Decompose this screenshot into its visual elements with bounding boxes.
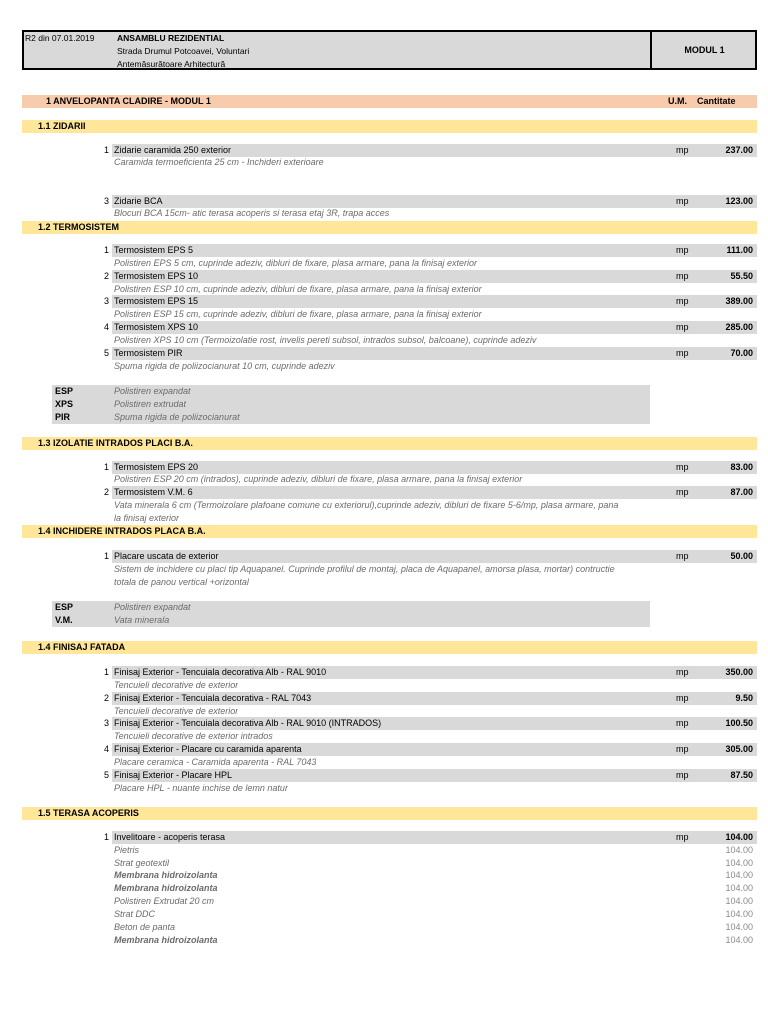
- item-name: Zidarie caramida 250 exterior: [114, 145, 232, 155]
- um-column-header: U.M.: [668, 96, 687, 106]
- layer-name: Strat DDC: [114, 909, 156, 919]
- item-um: mp: [676, 196, 689, 206]
- item-um: mp: [676, 693, 689, 703]
- item-row: [112, 270, 757, 283]
- legend-text: Polistiren extrudat: [114, 399, 187, 409]
- item-number: 3: [104, 718, 110, 728]
- layer-name: Beton de panta: [114, 922, 176, 932]
- subsection-title: 1.1 ZIDARII: [38, 121, 86, 131]
- quantity-column-header: Cantitate: [697, 96, 736, 106]
- item-row: [112, 486, 757, 499]
- legend-abbr: ESP: [55, 602, 74, 612]
- item-row: [112, 295, 757, 308]
- layer-quantity: 104.00: [725, 858, 753, 868]
- subsection-header-1-1: [22, 120, 757, 133]
- item-number: 3: [104, 296, 110, 306]
- item-um: mp: [676, 487, 689, 497]
- item-name: Termosistem EPS 15: [114, 296, 199, 306]
- layer-name: Polistiren Extrudat 20 cm: [114, 896, 215, 906]
- item-quantity: 285.00: [725, 322, 753, 332]
- item-description: Placare ceramica - Caramida aparenta - RAL 7043: [114, 757, 317, 767]
- subsection-header-1-2: [22, 221, 757, 234]
- item-description: Polistiren ESP 15 cm, cuprinde adeziv, dibluri de fixare, plasa armare, pana la finisaj exterior: [114, 309, 482, 319]
- item-quantity: 83.00: [730, 462, 753, 472]
- layer-name: Strat geotextil: [114, 858, 170, 868]
- item-name: Termosistem EPS 20: [114, 462, 199, 472]
- item-number: 3: [104, 196, 110, 206]
- item-number: 1: [104, 462, 110, 472]
- item-number: 1: [104, 245, 110, 255]
- item-name: Finisaj Exterior - Placare cu caramida aparenta: [114, 744, 302, 754]
- legend-text: Spuma rigida de poliizocianurat: [114, 412, 240, 422]
- item-quantity: 104.00: [725, 832, 753, 842]
- item-name: Zidarie BCA: [114, 196, 163, 206]
- item-quantity: 100.50: [725, 718, 753, 728]
- item-description: Polistiren ESP 20 cm (intrados), cuprinde adeziv, dibluri de fixare, plasa armare, pana la finisaj exterior: [114, 474, 523, 484]
- item-name: Termosistem PIR: [114, 348, 183, 358]
- section-header-1: [22, 95, 757, 108]
- item-name: Finisaj Exterior - Placare HPL: [114, 770, 233, 780]
- item-um: mp: [676, 832, 689, 842]
- item-description: Placare HPL - nuante inchise de lemn natur: [114, 783, 288, 793]
- item-name: Finisaj Exterior - Tencuiala decorativa Alb - RAL 9010 (INTRADOS): [114, 718, 382, 728]
- legend-text: Vata minerala: [114, 615, 170, 625]
- item-description-cont: la finisaj exterior: [114, 513, 180, 523]
- item-description: Polistiren ESP 10 cm, cuprinde adeziv, dibluri de fixare, plasa armare, pana la finisaj exterior: [114, 284, 482, 294]
- item-quantity: 87.50: [730, 770, 753, 780]
- document-type: Antemăsurătoare Arhitectură: [117, 59, 226, 69]
- item-um: mp: [676, 348, 689, 358]
- subsection-title: 1.3 IZOLATIE INTRADOS PLACI B.A.: [38, 438, 193, 448]
- subsection-title: 1.4 FINISAJ FATADA: [38, 642, 126, 652]
- item-number: 4: [104, 744, 110, 754]
- item-name: Termosistem EPS 10: [114, 271, 199, 281]
- item-quantity: 70.00: [730, 348, 753, 358]
- item-um: mp: [676, 718, 689, 728]
- revision-label: R2 din 07.01.2019: [25, 33, 95, 43]
- item-name: Invelitoare - acoperis terasa: [114, 832, 226, 842]
- item-quantity: 9.50: [735, 693, 753, 703]
- module-label: MODUL 1: [684, 45, 725, 55]
- layer-quantity: 104.00: [725, 870, 753, 880]
- item-number: 1: [104, 832, 110, 842]
- layer-name: Membrana hidroizolanta: [114, 935, 218, 945]
- item-description: Tencuieli decorative de exterior intrados: [114, 731, 273, 741]
- item-um: mp: [676, 551, 689, 561]
- layer-quantity: 104.00: [725, 922, 753, 932]
- item-description: Polistiren EPS 5 cm, cuprinde adeziv, dibluri de fixare, plasa armare, pana la finisaj exterior: [114, 258, 478, 268]
- item-name: Termosistem XPS 10: [114, 322, 199, 332]
- layer-name: Membrana hidroizolanta: [114, 870, 218, 880]
- section-title: 1 ANVELOPANTA CLADIRE - MODUL 1: [46, 96, 211, 106]
- item-number: 5: [104, 348, 110, 358]
- subsection-title: 1.5 TERASA ACOPERIS: [38, 808, 139, 818]
- item-description-cont: totala de panou vertical +orizontal: [114, 577, 249, 587]
- subsection-title: 1.2 TERMOSISTEM: [38, 222, 120, 232]
- legend-abbr: V.M.: [55, 615, 73, 625]
- layer-name: Membrana hidroizolanta: [114, 883, 218, 893]
- layer-quantity: 104.00: [725, 845, 753, 855]
- layer-quantity: 104.00: [725, 896, 753, 906]
- item-number: 2: [104, 487, 110, 497]
- item-quantity: 350.00: [725, 667, 753, 677]
- project-title: ANSAMBLU REZIDENTIAL: [117, 33, 225, 43]
- subsection-title: 1.4 INCHIDERE INTRADOS PLACA B.A.: [38, 526, 206, 536]
- subsection-header-1-4-finisaj: [22, 641, 757, 654]
- item-quantity: 305.00: [725, 744, 753, 754]
- item-row: [112, 244, 757, 257]
- layer-quantity: 104.00: [725, 883, 753, 893]
- item-number: 1: [104, 667, 110, 677]
- item-um: mp: [676, 770, 689, 780]
- subsection-header-1-4: [22, 525, 757, 538]
- item-description: Vata minerala 6 cm (Termoizolare plafoane comune cu exteriorul),cuprinde adeziv, dibluri de fixare 5-6/mp, plasa armare, pana: [114, 500, 619, 510]
- item-quantity: 123.00: [725, 196, 753, 206]
- item-name: Finisaj Exterior - Tencuiala decorativa - RAL 7043: [114, 693, 312, 703]
- item-number: 1: [104, 551, 110, 561]
- subsection-header-1-5: [22, 807, 757, 820]
- document-header: [22, 30, 757, 70]
- project-address: Strada Drumul Potcoavei, Voluntari: [117, 46, 250, 56]
- item-um: mp: [676, 462, 689, 472]
- item-quantity: 55.50: [730, 271, 753, 281]
- item-um: mp: [676, 271, 689, 281]
- subsection-header-1-3: [22, 437, 757, 450]
- legend-abbr: ESP: [55, 386, 74, 396]
- layer-name: Pietris: [114, 845, 140, 855]
- item-row: [112, 347, 757, 360]
- item-number: 2: [104, 271, 110, 281]
- legend-abbr: PIR: [55, 412, 71, 422]
- legend-text: Polistiren expandat: [114, 386, 191, 396]
- item-description: Polistiren XPS 10 cm (Termoizolatie rost, invelis pereti subsol, intrados subsol, balcoane), cuprinde adeziv: [114, 335, 537, 345]
- item-name: Termosistem EPS 5: [114, 245, 194, 255]
- legend-text: Polistiren expandat: [114, 602, 191, 612]
- item-description: Tencuieli decorative de exterior: [114, 680, 239, 690]
- item-quantity: 237.00: [725, 145, 753, 155]
- item-quantity: 50.00: [730, 551, 753, 561]
- item-description: Sistem de inchidere cu placi tip Aquapanel. Cuprinde profilul de montaj, placa de Aquapanel, amorsa plasa, mortar) contructie: [114, 564, 615, 574]
- item-quantity: 87.00: [730, 487, 753, 497]
- item-description: Tencuieli decorative de exterior: [114, 706, 239, 716]
- item-name: Placare uscata de exterior: [114, 551, 219, 561]
- item-um: mp: [676, 245, 689, 255]
- item-description: Blocuri BCA 15cm- atic terasa acoperis si terasa etaj 3R, trapa acces: [114, 208, 390, 218]
- item-um: mp: [676, 744, 689, 754]
- item-name: Finisaj Exterior - Tencuiala decorativa Alb - RAL 9010: [114, 667, 327, 677]
- item-name: Termosistem V.M. 6: [114, 487, 193, 497]
- item-quantity: 389.00: [725, 296, 753, 306]
- legend-abbr: XPS: [55, 399, 74, 409]
- item-um: mp: [676, 667, 689, 677]
- item-row: [112, 321, 757, 334]
- item-number: 1: [104, 145, 110, 155]
- item-quantity: 111.00: [726, 245, 753, 255]
- item-um: mp: [676, 296, 689, 306]
- layer-quantity: 104.00: [725, 909, 753, 919]
- item-number: 4: [104, 322, 110, 332]
- item-description: Spuma rigida de poliizocianurat 10 cm, cuprinde adeziv: [114, 361, 335, 371]
- item-description: Caramida termoeficienta 25 cm - Inchideri exterioare: [114, 157, 324, 167]
- layer-quantity: 104.00: [725, 935, 753, 945]
- item-um: mp: [676, 322, 689, 332]
- item-number: 5: [104, 770, 110, 780]
- item-um: mp: [676, 145, 689, 155]
- item-number: 2: [104, 693, 110, 703]
